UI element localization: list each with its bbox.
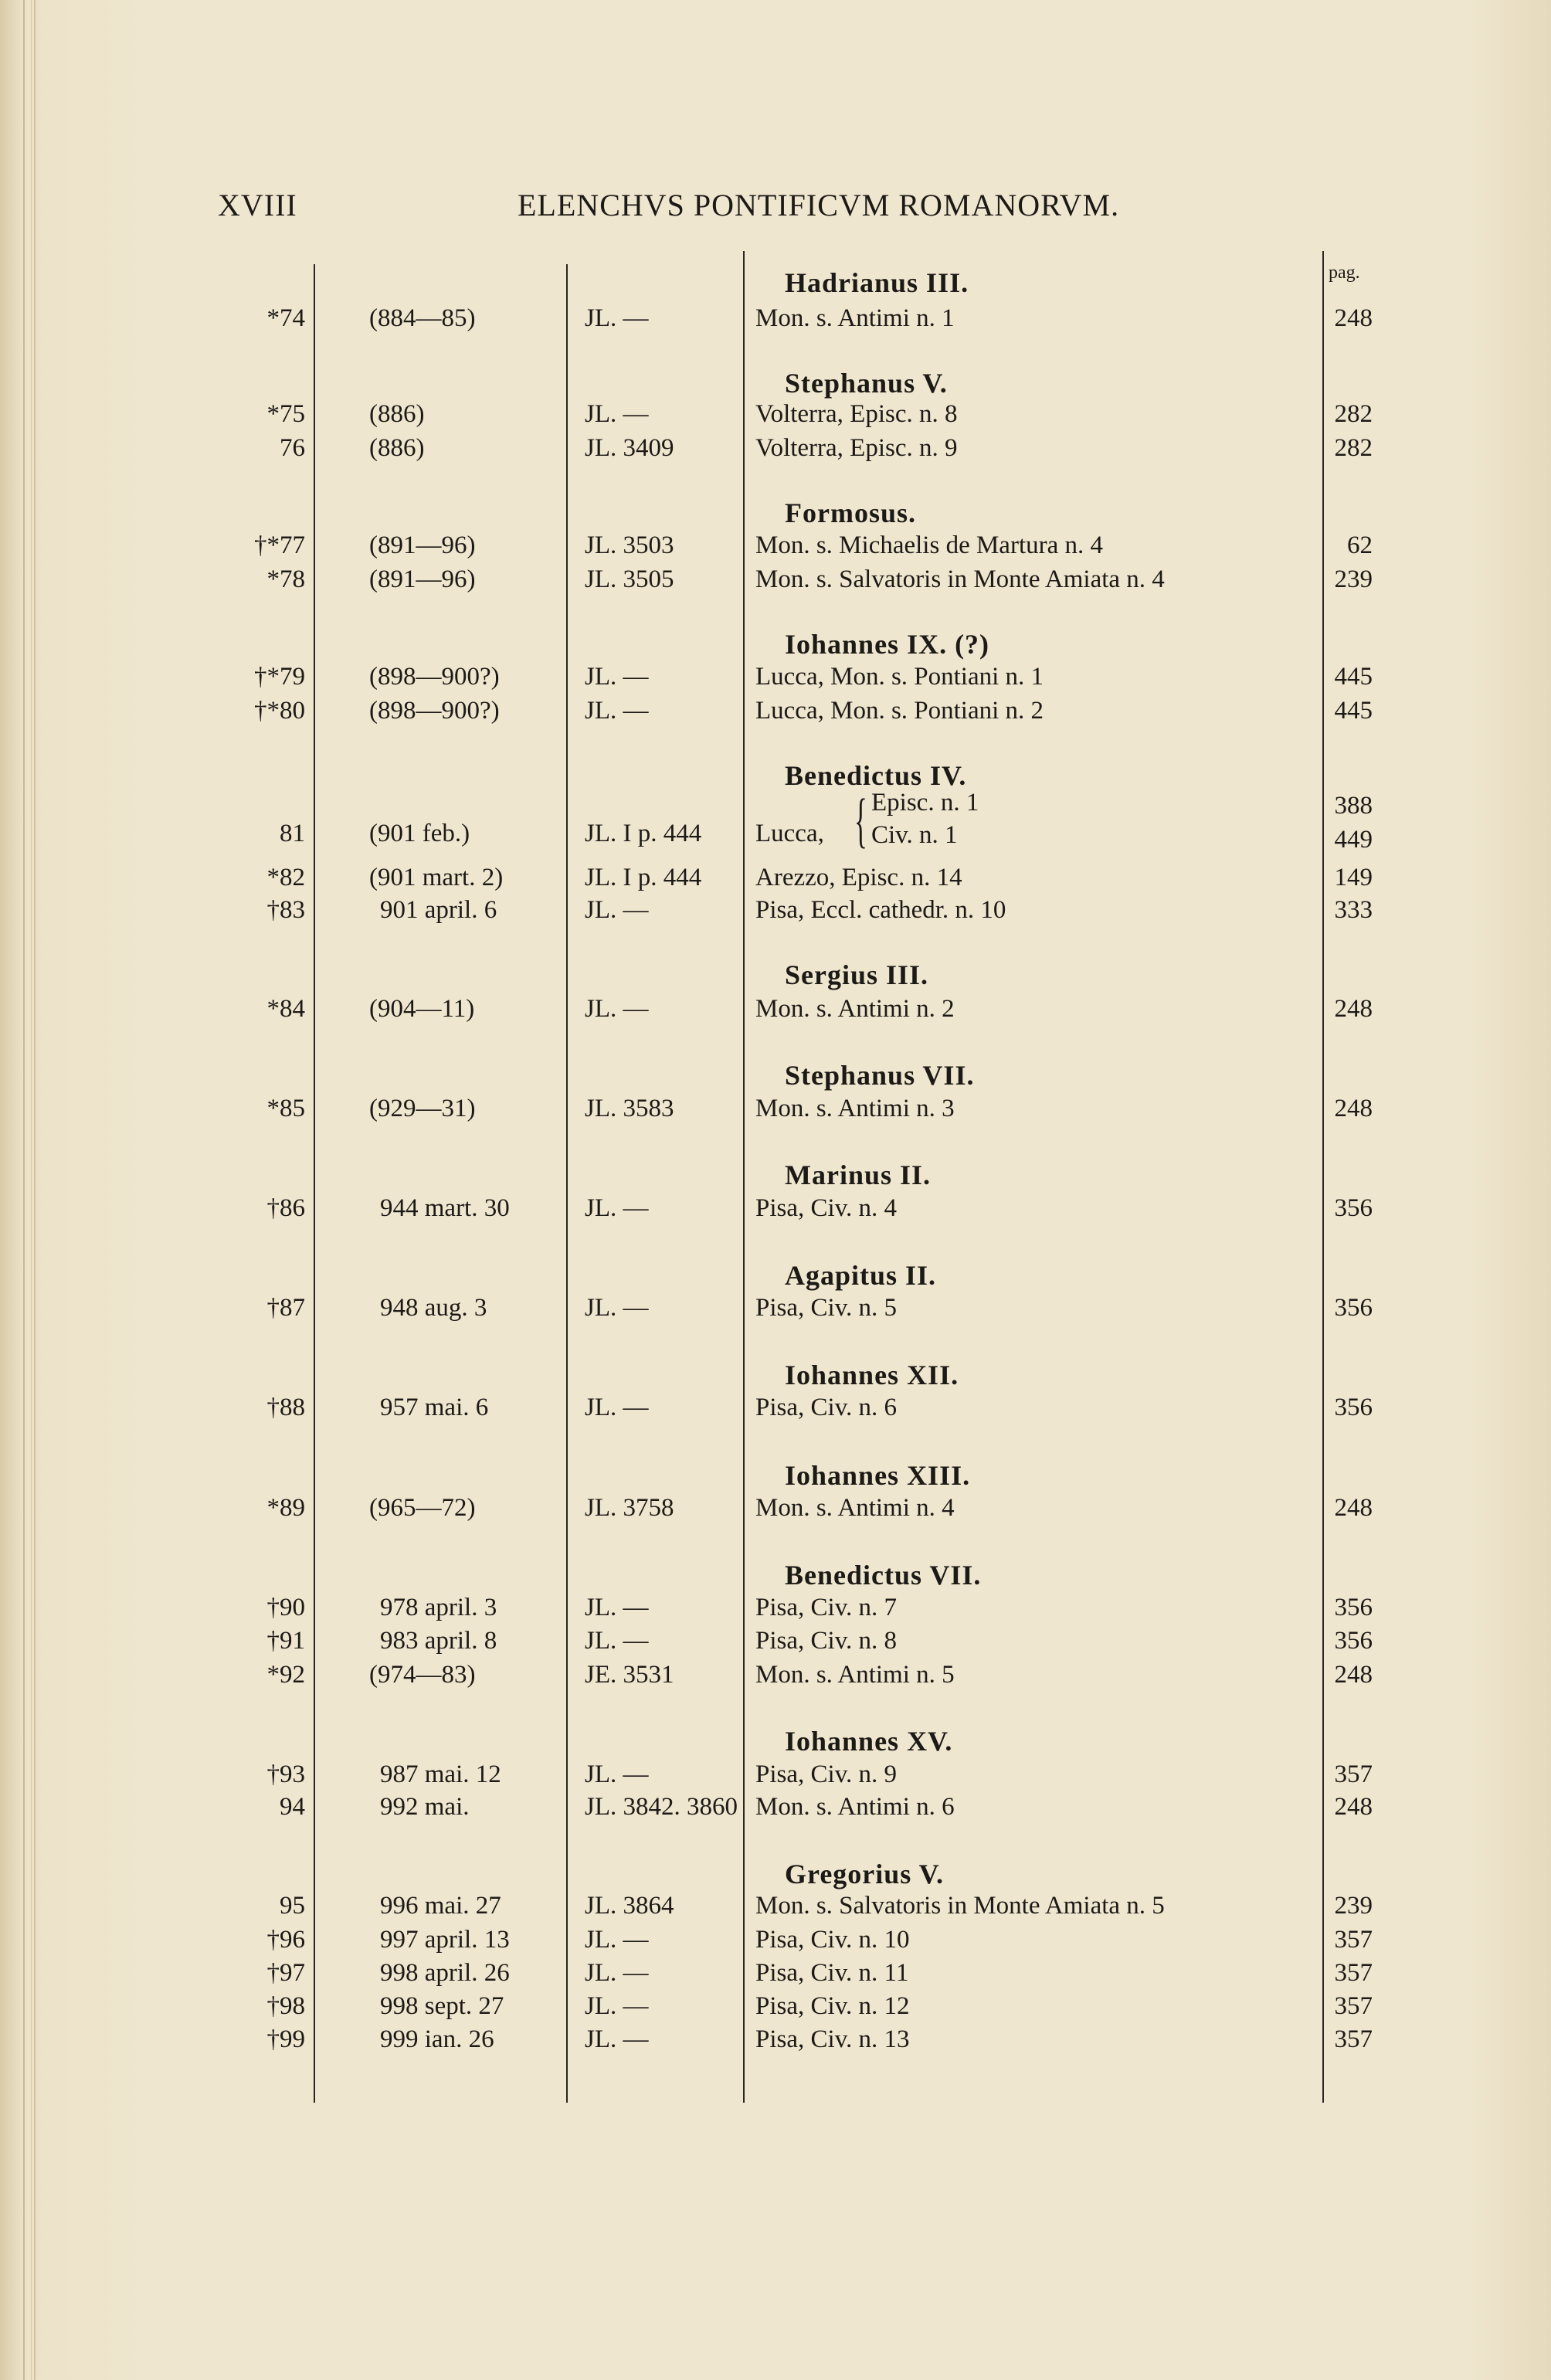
entry-date: 992 mai.	[380, 1793, 470, 1821]
entry-date: 998 april. 26	[380, 1959, 510, 1987]
column-rule-2	[566, 264, 568, 2103]
source-archive: Volterra, Episc. n. 9	[755, 434, 958, 462]
jaffe-reference: JL. —	[585, 697, 649, 725]
page-reference: 356	[1334, 1594, 1373, 1621]
source-archive: Mon. s. Salvatoris in Monte Amiata n. 5	[755, 1892, 1165, 1920]
entry-number: †99	[266, 2025, 305, 2053]
entry-date: (974—83)	[369, 1661, 476, 1689]
page-reference: 62	[1347, 531, 1373, 559]
pope-heading: Benedictus VII.	[785, 1560, 982, 1591]
entry-number: *92	[266, 1661, 305, 1689]
page-reference: 357	[1334, 2025, 1373, 2053]
pope-heading: Gregorius V.	[785, 1859, 945, 1889]
entry-date: (929—31)	[369, 1095, 476, 1122]
entry-date: (884—85)	[369, 304, 476, 332]
binding-line	[34, 0, 36, 2380]
entry-date: 948 aug. 3	[380, 1294, 487, 1322]
entry-number: †91	[266, 1627, 305, 1655]
entry-number: *89	[266, 1494, 305, 1522]
entry-number: *74	[266, 304, 305, 332]
entry-number: *78	[266, 565, 305, 593]
source-archive: Mon. s. Antimi n. 4	[755, 1494, 955, 1522]
page-title: ELENCHVS PONTIFICVM ROMANORVM.	[518, 188, 1120, 222]
page-reference: 248	[1334, 304, 1373, 332]
pope-heading: Hadrianus III.	[785, 267, 969, 298]
column-rule-4	[1322, 251, 1324, 2103]
entry-date: (886)	[369, 434, 425, 462]
entry-date: (904—11)	[369, 995, 475, 1023]
column-rule-3	[743, 251, 745, 2103]
jaffe-reference: JL. —	[585, 896, 649, 924]
source-archive: Volterra, Episc. n. 8	[755, 400, 958, 428]
page-reference: 282	[1334, 400, 1373, 428]
pag-column-header: pag.	[1329, 263, 1360, 283]
pope-heading: Marinus II.	[785, 1159, 932, 1190]
page-reference: 248	[1334, 1793, 1373, 1821]
entry-date: (891—96)	[369, 565, 476, 593]
entry-number: †88	[266, 1394, 305, 1421]
entry-number: †*80	[254, 697, 305, 725]
entry-date: (891—96)	[369, 531, 476, 559]
source-archive: Mon. s. Michaelis de Martura n. 4	[755, 531, 1103, 559]
entry-date: (965—72)	[369, 1494, 476, 1522]
jaffe-reference: JL. 3505	[585, 565, 674, 593]
source-archive: Lucca,	[755, 820, 824, 847]
jaffe-reference: JL. —	[585, 1627, 649, 1655]
source-archive: Pisa, Civ. n. 4	[755, 1194, 898, 1222]
brace-glyph: {	[854, 786, 867, 854]
page-reference: 356	[1334, 1627, 1373, 1655]
entry-number: †87	[266, 1294, 305, 1322]
pope-heading: Iohannes XIII.	[785, 1460, 971, 1491]
jaffe-reference: JL. 3864	[585, 1892, 674, 1920]
page-reference: 388	[1334, 792, 1373, 820]
jaffe-reference: JL. 3758	[585, 1494, 674, 1522]
jaffe-reference: JL. —	[585, 1926, 649, 1954]
source-archive: Pisa, Civ. n. 6	[755, 1394, 898, 1421]
page-reference: 445	[1334, 697, 1373, 725]
entry-date: 999 ian. 26	[380, 2025, 494, 2053]
jaffe-reference: JL. —	[585, 304, 649, 332]
entry-number: †86	[266, 1194, 305, 1222]
entry-date: 983 april. 8	[380, 1627, 497, 1655]
entry-date: 998 sept. 27	[380, 1992, 504, 2020]
entry-date: (898—900?)	[369, 663, 500, 691]
jaffe-reference: JL. —	[585, 995, 649, 1023]
page-reference: 333	[1334, 896, 1373, 924]
page-reference: 282	[1334, 434, 1373, 462]
source-archive: Pisa, Eccl. cathedr. n. 10	[755, 896, 1006, 924]
jaffe-reference: JL. I p. 444	[585, 820, 702, 847]
jaffe-reference: JE. 3531	[585, 1661, 674, 1689]
source-archive: Arezzo, Episc. n. 14	[755, 864, 962, 891]
entry-date: 901 april. 6	[380, 896, 497, 924]
page-reference: 149	[1334, 864, 1373, 891]
entry-date: (886)	[369, 400, 425, 428]
entry-number: †90	[266, 1594, 305, 1621]
entry-number: *85	[266, 1095, 305, 1122]
page-reference: 449	[1334, 826, 1373, 854]
source-archive: Pisa, Civ. n. 5	[755, 1294, 898, 1322]
page-reference: 248	[1334, 1661, 1373, 1689]
page-reference: 248	[1334, 1494, 1373, 1522]
page-reference: 357	[1334, 1992, 1373, 2020]
pope-heading: Iohannes IX. (?)	[785, 629, 990, 660]
entry-number: 81	[280, 820, 305, 847]
pope-heading: Agapitus II.	[785, 1260, 937, 1291]
page-reference: 357	[1334, 1959, 1373, 1987]
source-archive: Mon. s. Antimi n. 3	[755, 1095, 955, 1122]
jaffe-reference: JL. 3503	[585, 531, 674, 559]
page-reference: 445	[1334, 663, 1373, 691]
source-archive: Pisa, Civ. n. 13	[755, 2025, 910, 2053]
page-reference: 357	[1334, 1926, 1373, 1954]
entry-date: (901 feb.)	[369, 820, 470, 847]
source-archive: Pisa, Civ. n. 10	[755, 1926, 910, 1954]
jaffe-reference: JL. 3842. 3860	[585, 1793, 738, 1821]
source-archive: Lucca, Mon. s. Pontiani n. 2	[755, 697, 1044, 725]
source-archive: Mon. s. Salvatoris in Monte Amiata n. 4	[755, 565, 1165, 593]
source-archive: Pisa, Civ. n. 12	[755, 1992, 910, 2020]
entry-date: 997 april. 13	[380, 1926, 510, 1954]
jaffe-reference: JL. —	[585, 1992, 649, 2020]
pope-heading: Formosus.	[785, 497, 916, 528]
source-archive: Pisa, Civ. n. 9	[755, 1760, 898, 1788]
jaffe-reference: JL. —	[585, 1760, 649, 1788]
jaffe-reference: JL. I p. 444	[585, 864, 702, 891]
jaffe-reference: JL. 3583	[585, 1095, 674, 1122]
page-reference: 239	[1334, 1892, 1373, 1920]
entry-number: †93	[266, 1760, 305, 1788]
entry-number: *84	[266, 995, 305, 1023]
source-archive: Mon. s. Antimi n. 5	[755, 1661, 955, 1689]
source-archive: Pisa, Civ. n. 7	[755, 1594, 898, 1621]
pope-heading: Iohannes XII.	[785, 1360, 959, 1390]
entry-number: 76	[280, 434, 305, 462]
source-archive: Mon. s. Antimi n. 1	[755, 304, 955, 332]
jaffe-reference: JL. —	[585, 2025, 649, 2053]
page-reference: 356	[1334, 1194, 1373, 1222]
pope-heading: Stephanus V.	[785, 368, 948, 399]
jaffe-reference: JL. 3409	[585, 434, 674, 462]
jaffe-reference: JL. —	[585, 1394, 649, 1421]
source-sub-item: Episc. n. 1	[871, 789, 979, 817]
page-reference: 356	[1334, 1294, 1373, 1322]
jaffe-reference: JL. —	[585, 1594, 649, 1621]
source-archive: Pisa, Civ. n. 8	[755, 1627, 898, 1655]
pope-heading: Sergius III.	[785, 959, 929, 990]
pope-heading: Benedictus IV.	[785, 760, 967, 791]
source-archive: Mon. s. Antimi n. 6	[755, 1793, 955, 1821]
page-reference: 248	[1334, 1095, 1373, 1122]
source-archive: Lucca, Mon. s. Pontiani n. 1	[755, 663, 1044, 691]
page-reference: 248	[1334, 995, 1373, 1023]
source-archive: Pisa, Civ. n. 11	[755, 1959, 909, 1987]
entry-date: 957 mai. 6	[380, 1394, 489, 1421]
source-archive: Mon. s. Antimi n. 2	[755, 995, 955, 1023]
entry-number: †96	[266, 1926, 305, 1954]
jaffe-reference: JL. —	[585, 1294, 649, 1322]
entry-date: 944 mart. 30	[380, 1194, 510, 1222]
entry-date: (901 mart. 2)	[369, 864, 504, 891]
entry-date: 996 mai. 27	[380, 1892, 501, 1920]
jaffe-reference: JL. —	[585, 663, 649, 691]
jaffe-reference: JL. —	[585, 1194, 649, 1222]
entry-number: †98	[266, 1992, 305, 2020]
column-rule-1	[314, 264, 315, 2103]
entry-date: 978 april. 3	[380, 1594, 497, 1621]
binding-edge	[23, 0, 32, 2380]
page-reference: 357	[1334, 1760, 1373, 1788]
entry-date: (898—900?)	[369, 697, 500, 725]
entry-number: †97	[266, 1959, 305, 1987]
entry-number: †83	[266, 896, 305, 924]
entry-number: 94	[280, 1793, 305, 1821]
source-sub-item: Civ. n. 1	[871, 821, 958, 849]
entry-number: 95	[280, 1892, 305, 1920]
entry-number: *75	[266, 400, 305, 428]
page-number: XVIII	[218, 188, 297, 222]
jaffe-reference: JL. —	[585, 1959, 649, 1987]
entry-number: *82	[266, 864, 305, 891]
pope-heading: Iohannes XV.	[785, 1726, 953, 1757]
entry-number: †*77	[254, 531, 305, 559]
page-reference: 356	[1334, 1394, 1373, 1421]
pope-heading: Stephanus VII.	[785, 1060, 975, 1091]
jaffe-reference: JL. —	[585, 400, 649, 428]
page-reference: 239	[1334, 565, 1373, 593]
entry-date: 987 mai. 12	[380, 1760, 501, 1788]
entry-number: †*79	[254, 663, 305, 691]
